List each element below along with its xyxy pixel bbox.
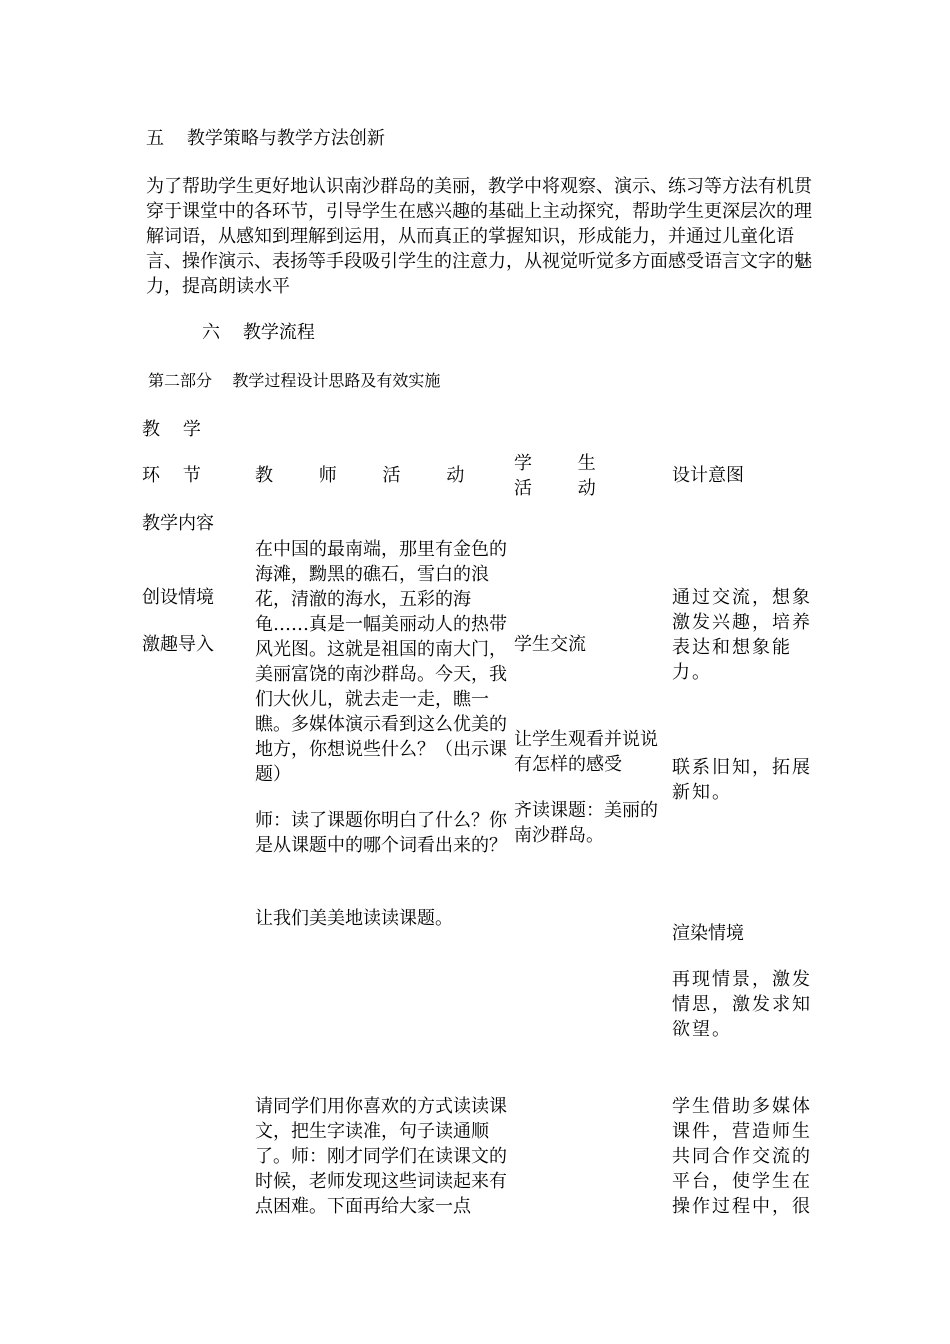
teacher-activity-read-title: 让我们美美地读读课题。 (255, 908, 453, 929)
col-teacher-header: 教 师 活 动 (255, 465, 465, 486)
student-activity-discuss: 学生交流 (514, 634, 586, 655)
section-heading-strategy: 五 教学策略与教学方法创新 (146, 128, 385, 149)
intent-render-scene: 渲染情境 (672, 923, 744, 944)
col-content-header: 教学内容 (142, 513, 214, 534)
col-student-header-line1: 学 生 (514, 453, 596, 474)
teacher-activity-read-text: 请同学们用你喜欢的方式读读课文，把生字读准，句子读通顺了。师：刚才同学们在读课文的时候，老师发现这些词读起来有点困难。下面再给大家一点 (255, 1096, 507, 1217)
intent-connect-knowledge: 联系旧知，拓展新知。 (672, 757, 812, 803)
col-stage-header-line2: 环 节 (142, 465, 201, 486)
student-activity-watch: 让学生观看并说说有怎样的感受 (514, 729, 658, 775)
intent-multimedia: 学生借助多媒体课件，营造师生共同合作交流的平台，使学生在操作过程中，很 (672, 1096, 812, 1217)
col-intent-header: 设计意图 (672, 465, 744, 486)
student-activity-read-title: 齐读课题：美丽的南沙群岛。 (514, 800, 658, 846)
col-stage-header-line1: 教 学 (142, 419, 201, 440)
teacher-activity-question: 师：读了课题你明白了什么？你是从课题中的哪个词看出来的？ (255, 810, 507, 856)
section-heading-flow: 六 教学流程 (202, 322, 315, 343)
col-student-header-line2: 活 动 (514, 478, 596, 499)
stage-label-line1: 创设情境 (142, 587, 214, 608)
part-two-heading: 第二部分 教学过程设计思路及有效实施 (148, 371, 441, 390)
intent-communication: 通过交流，想象激发兴趣，培养表达和想象能力。 (672, 587, 812, 683)
intent-reproduce-scene: 再现情景，激发情思，激发求知欲望。 (672, 969, 812, 1040)
stage-label-line2: 激趣导入 (142, 634, 214, 655)
strategy-paragraph: 为了帮助学生更好地认识南沙群岛的美丽，教学中将观察、演示、练习等方法有机贯穿于课堂中的各环节，引导学生在感兴趣的基础上主动探究，帮助学生更深层次的理解词语，从感知到理解到运用，从而真正的掌握知识，形成能力，并通过儿童化语言、操作演示、表扬等手段吸引学生的注意力，从视觉听觉多方面感受语言文字的魅力，提高朗读水平 (146, 176, 812, 297)
teacher-activity-intro: 在中国的最南端，那里有金色的海滩，黝黑的礁石，雪白的浪花，清澈的海水，五彩的海龟……真是一幅美丽动人的热带风光图。这就是祖国的南大门，美丽富饶的南沙群岛。今天，我们大伙儿，就去走一走，瞧一瞧。多媒体演示看到这么优美的地方，你想说些什么？（出示课题） (255, 539, 507, 785)
